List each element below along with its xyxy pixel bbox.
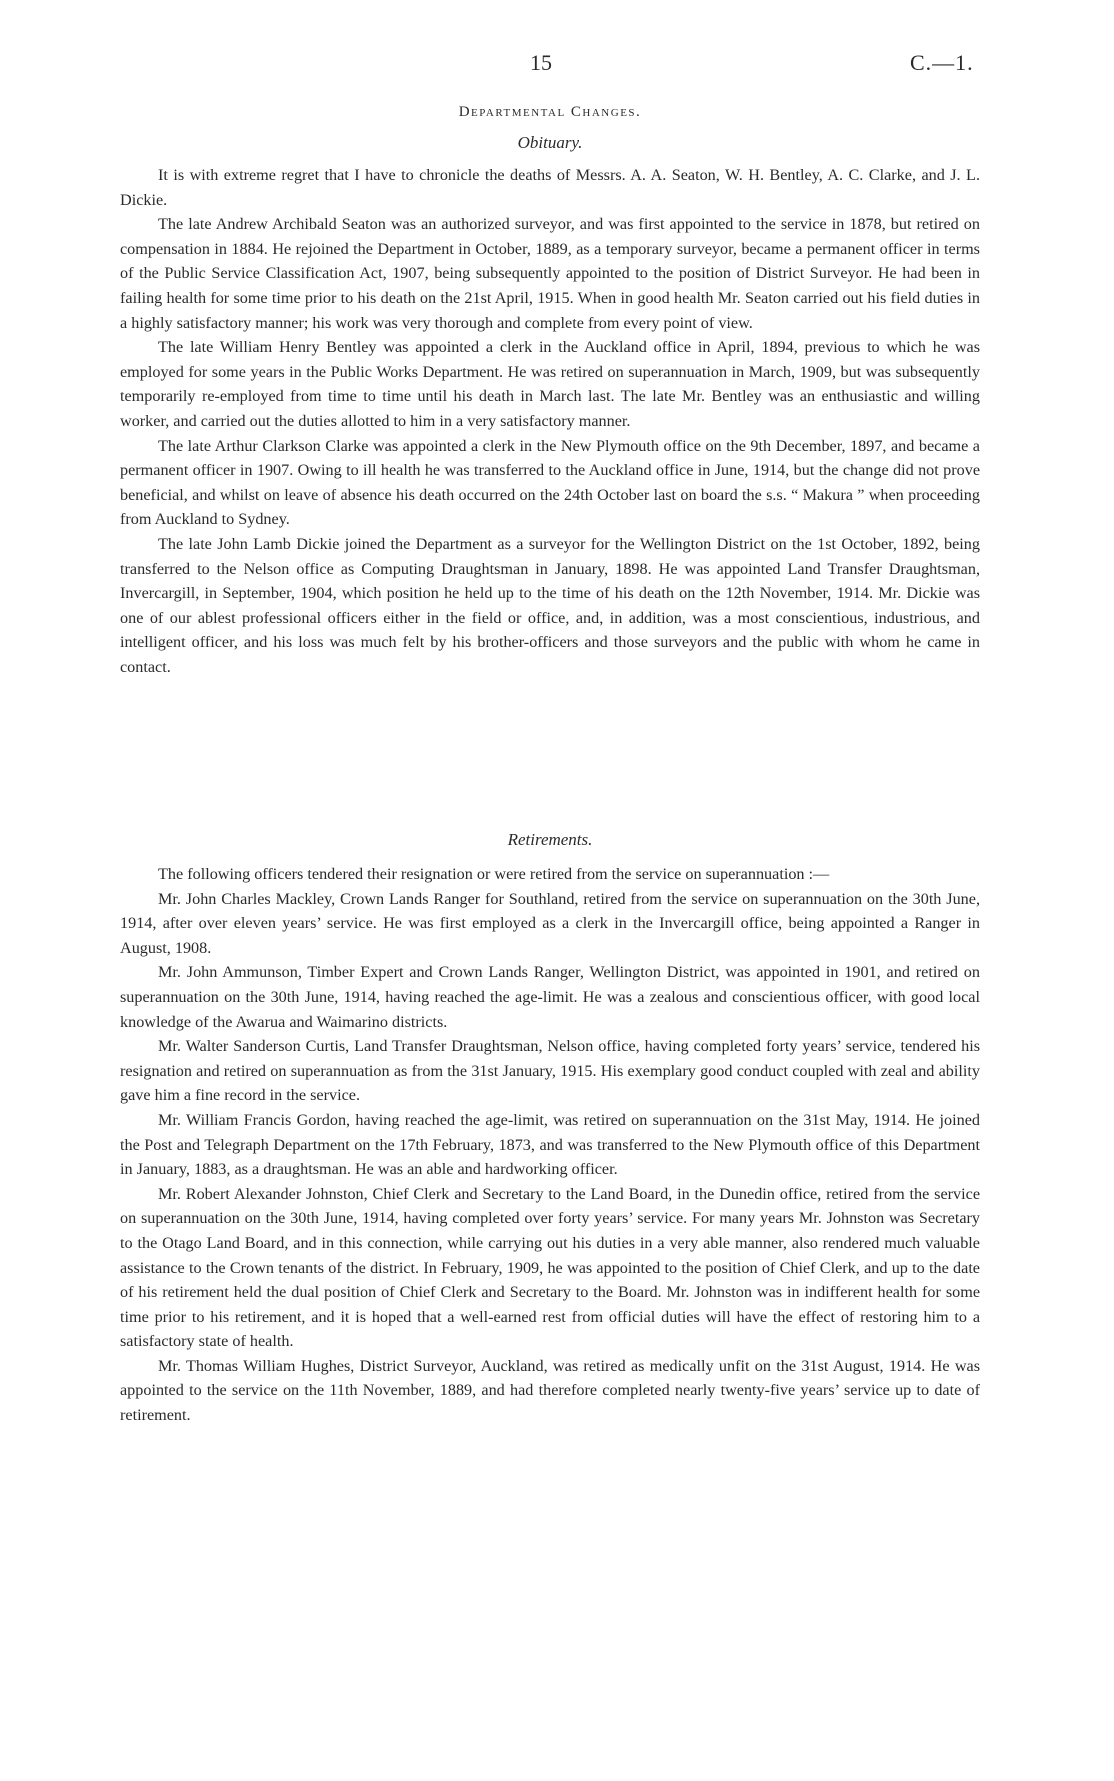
obituary-section: [120, 163, 980, 679]
retirements-section: [120, 862, 980, 1428]
obituary-heading: Obituary.: [517, 133, 583, 152]
retirements-paragraph-ammunson: Mr. John Ammunson, Timber Expert and Crown Lands Ranger, Wellington District, was appointed in 1901, and retired on superannuation on the 30th June, 1914, having reached the age-limit. He was a zealous and conscientious officer, with good local knowledge of the Awarua and Waimarino districts.: [120, 963, 980, 1031]
obituary-paragraph-bentley: The late William Henry Bentley was appointed a clerk in the Auckland office in April, 1894, previous to which he was employed for some years in the Public Works Department. He was retired on superannuation in March, 1909, but was subsequently temporarily re-employed from time to time until his death in March last. The late Mr. Bentley was an enthusiastic and willing worker, and carried out the duties allotted to him in a very satisfactory manner.: [120, 338, 980, 430]
retirements-paragraph-johnston: Mr. Robert Alexander Johnston, Chief Clerk and Secretary to the Land Board, in the Dunedin office, retired from the service on superannuation on the 30th June, 1914, having completed over forty years’ service. For many years Mr. Johnston was Secretary to the Otago Land Board, and in this connection, while carrying out his duties in a very able manner, also rendered much valuable assistance to the Crown tenants of the district. In February, 1909, he was appointed to the position of Chief Clerk, and up to the date of his retirement held the dual position of Chief Clerk and Secretary to the Board. Mr. Johnston was in indifferent health for some time prior to his retirement, and it is hoped that a well-earned rest from official duties will have the effect of restoring him to a satisfactory state of health.: [120, 1184, 980, 1351]
obituary-paragraph-clarke: The late Arthur Clarkson Clarke was appointed a clerk in the New Plymouth office on the 9th December, 1897, and became a permanent officer in 1907. Owing to ill health he was transferred to the Auckland office in June, 1914, but the change did not prove beneficial, and whilst on leave of absence his death occurred on the 24th October last on board the s.s. “ Makura ” when proceeding from Auckland to Sydney.: [120, 436, 980, 529]
section-title: Departmental Changes.: [458, 104, 642, 120]
retirements-paragraph-gordon: Mr. William Francis Gordon, having reached the age-limit, was retired on superannuation on the 31st May, 1914. He joined the Post and Telegraph Department on the 17th February, 1873, and was transferred to the New Plymouth office of this Department in January, 1883, as a draughtsman. He was an able and hardworking officer.: [120, 1110, 980, 1179]
retirements-paragraph-mackley: Mr. John Charles Mackley, Crown Lands Ranger for Southland, retired from the service on superannuation on the 30th June, 1914, after over eleven years’ service. He was first employed as a clerk in the Invercargill office, being appointed a Ranger in August, 1908.: [120, 889, 980, 957]
retirements-paragraph-hughes: Mr. Thomas William Hughes, District Surveyor, Auckland, was retired as medically unfit on the 31st August, 1914. He was appointed to the service on the 11th November, 1889, and had therefore completed nearly twenty-five years’ service up to date of retirement.: [120, 1356, 980, 1425]
retirements-paragraph-curtis: Mr. Walter Sanderson Curtis, Land Transfer Draughtsman, Nelson office, having completed forty years’ service, tendered his resignation and retired on superannuation as from the 31st January, 1915. His exemplary good conduct coupled with zeal and ability gave him a fine record in the service.: [120, 1037, 980, 1105]
retirements-paragraph-intro: The following officers tendered their resignation or were retired from the service on superannuation :—: [158, 865, 830, 883]
obituary-paragraph-intro: It is with extreme regret that I have to chronicle the deaths of Messrs. A. A. Seaton, W. H. Bentley, A. C. Clarke, and J. L. Dickie.: [120, 166, 980, 209]
obituary-paragraph-seaton: The late Andrew Archibald Seaton was an authorized surveyor, and was first appointed to the service in 1878, but retired on compensation in 1884. He rejoined the Department in October, 1889, as a temporary surveyor, became a permanent officer in terms of the Public Service Classification Act, 1907, being subsequently appointed to the position of District Surveyor. He had been in failing health for some time prior to his death on the 21st April, 1915. When in good health Mr. Seaton carried out his field duties in a highly satisfactory manner; his work was very thorough and complete from every point of view.: [120, 215, 980, 332]
page-number: 15: [530, 50, 552, 75]
obituary-paragraph-dickie: The late John Lamb Dickie joined the Department as a surveyor for the Wellington District on the 1st October, 1892, being transferred to the Nelson office as Computing Draughtsman in January, 1898. He was appointed Land Transfer Draughtsman, Invercargill, in September, 1904, which position he held up to the time of his death on the 12th November, 1914. Mr. Dickie was one of our ablest professional officers either in the field or office, and, in addition, was a most conscientious, industrious, and intelligent officer, and his loss was much felt by his brother-officers and those surveyors and the public with whom he came in contact.: [120, 534, 980, 676]
retirements-heading: Retirements.: [507, 830, 593, 849]
document-reference: C.—1.: [910, 50, 974, 75]
